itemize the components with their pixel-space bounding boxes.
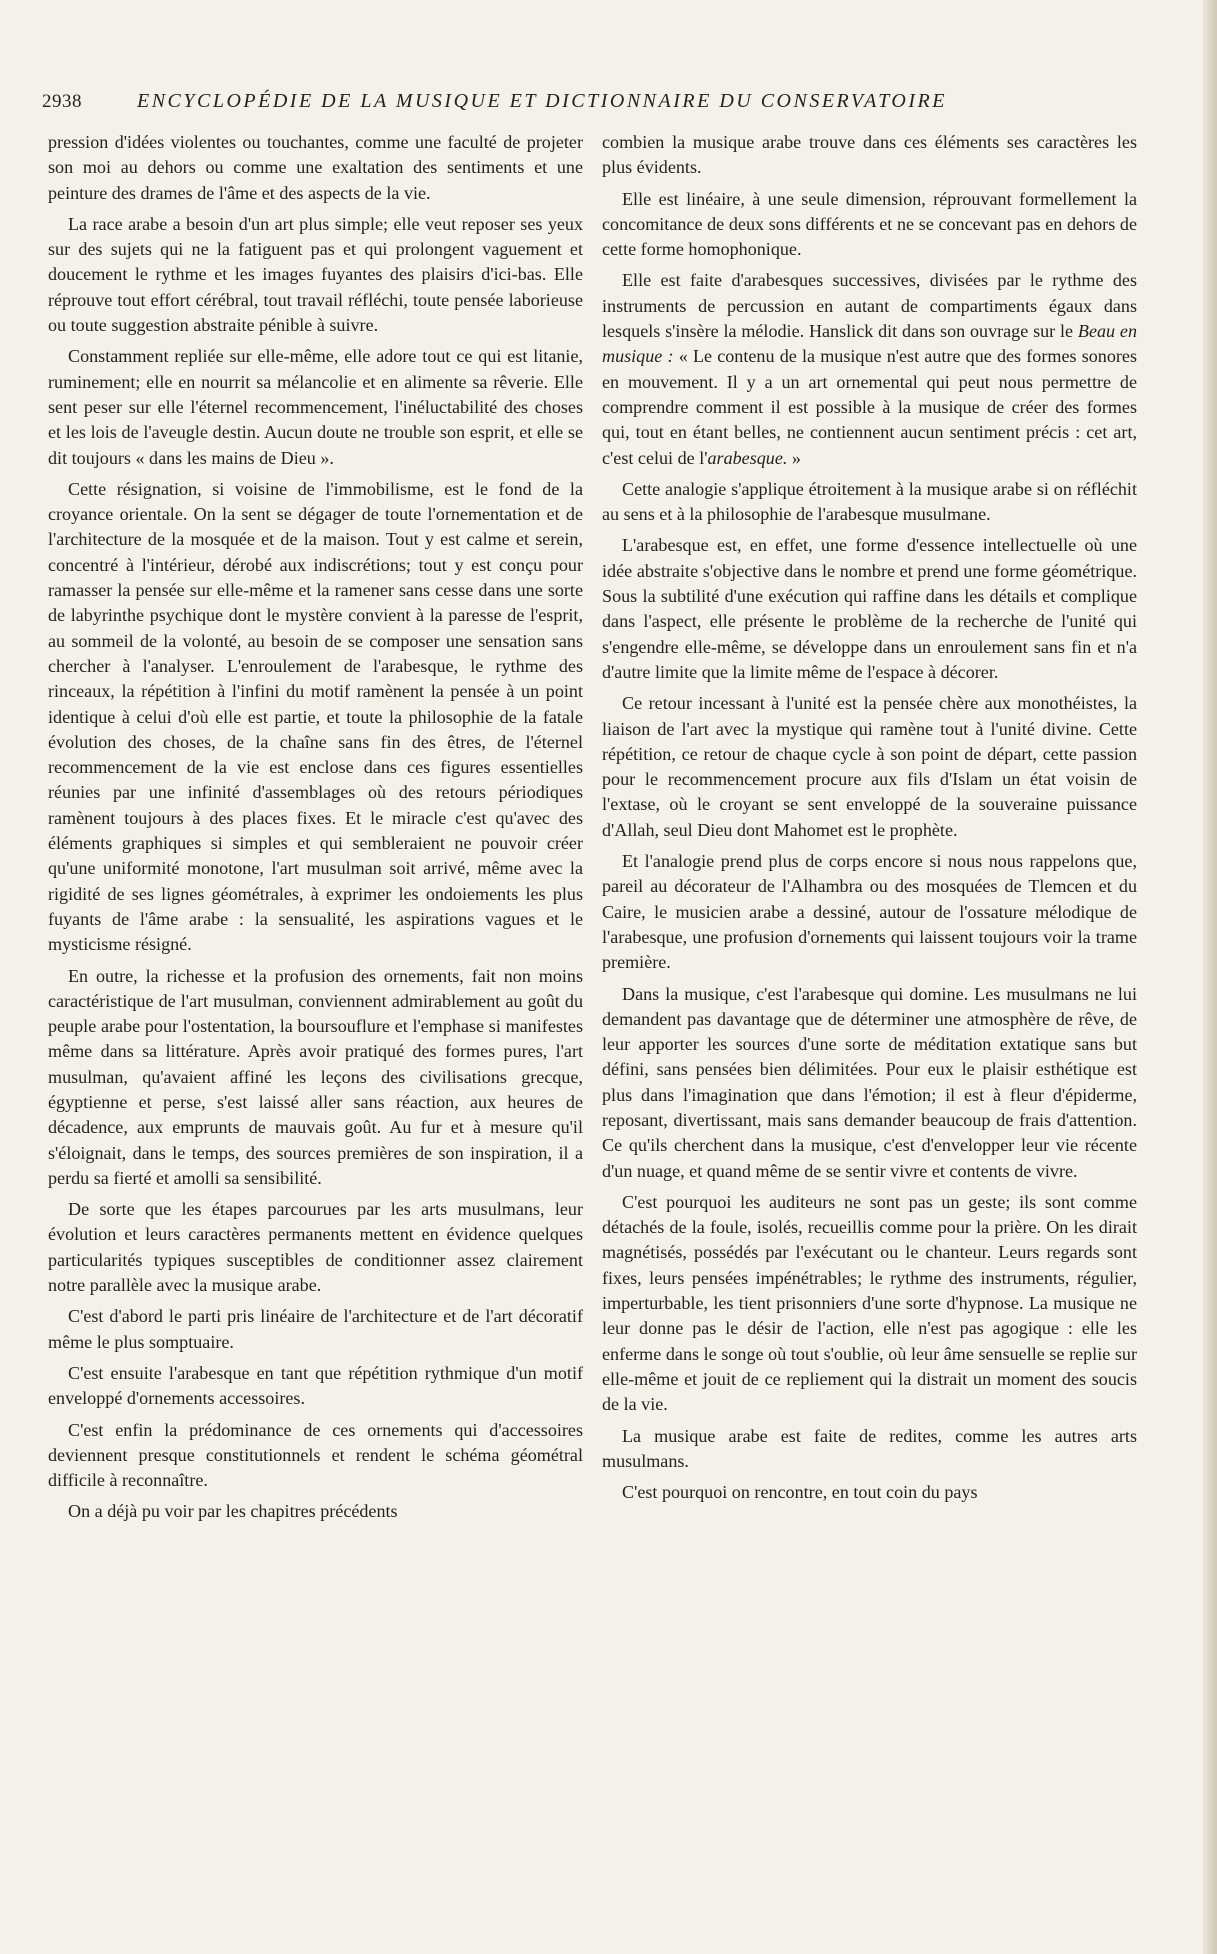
paragraph: Cette analogie s'applique étroitement à la musique arabe si on réfléchit au sens et à la philosophie de l'arabesque musulmane.: [602, 478, 1137, 525]
paragraph: C'est ensuite l'arabesque en tant que répétition rythmique d'un motif enveloppé d'ornements accessoires.: [48, 1362, 583, 1409]
paragraph: C'est d'abord le parti pris linéaire de l'architecture et de l'art décoratif même le plus somptuaire.: [48, 1306, 583, 1352]
italic-term: arabesque.: [707, 447, 788, 468]
page-edge: [1203, 0, 1217, 1954]
running-title: ENCYCLOPÉDIE DE LA MUSIQUE ET DICTIONNAIRE DU CONSERVATOIRE: [137, 90, 947, 112]
paragraph: L'arabesque est, en effet, une forme d'essence intellectuelle où une idée abstraite s'objective dans le nombre et prend une forme géométrique. Sous la subtilité d'une exécution qui raffine dans les détails et complique dans l'aspect, elle présente le problème de la recherche de l'unité qui s'engendre elle-même, se développe dans un enroulement sans fin et n'a d'autre limite que la limite même de l'espace à décorer.: [602, 535, 1137, 682]
paragraph: En outre, la richesse et la profusion des ornements, fait non moins caractéristique de l'art musulman, conviennent admirablement au goût du peuple arabe pour l'ostentation, la boursouflure et l'emphase si manifestes même dans sa littérature. Après avoir pratiqué des formes pures, l'art musulman, qu'avaient affiné les leçons des civilisations grecque, égyptienne et perse, s'est laissé aller sans réaction, aux heures de décadence, aux emprunts de mauvais goût. Au fur et à mesure qu'il s'éloignait, dans le temps, des sources premières de son inspiration, il a perdu sa fierté et amolli sa sensibilité.: [48, 965, 583, 1188]
paragraph: Cette résignation, si voisine de l'immobilisme, est le fond de la croyance orientale. On la sent se dégager de toute l'ornementation et de l'architecture de la mosquée et de la maison. Tout y est calme et serein, concentré à l'intérieur, dérobé aux indiscrétions; tout y est conçu pour ramasser la pensée sur elle-même et la ramener sans cesse dans une sorte de labyrinthe psychique dont le mystère convient à la paresse de l'esprit, au sommeil de la volonté, au besoin de se composer une sensation sans chercher à l'analyser. L'enroulement de l'arabesque, le rythme des rinceaux, la répétition à l'infini du motif ramènent la pensée à un point identique à celui d'où elle est partie, et toute la philosophie de la fatale évolution des choses, de la chaîne sans fin des êtres, de l'éternel recommencement de la vie est enclose dans ces figures essentielles réunies par une infinité d'assemblages où des retours périodiques ramènent toujours à des places fixes. Et le miracle c'est qu'avec des éléments graphiques si simples et qui sembleraient ne pouvoir créer qu'une uniformité monotone, l'art musulman soit arrivé, même avec la rigidité de ses lignes géométrales, à exprimer les ondoiements les plus fuyants de l'âme arabe : la sensualité, les aspirations vagues et le mysticisme résigné.: [48, 478, 583, 955]
paragraph: C'est pourquoi les auditeurs ne sont pas un geste; ils sont comme détachés de la foule, isolés, recueillis comme pour la prière. On les dirait magnétisés, possédés par l'exécutant ou le chanteur. Leurs regards sont fixes, leurs pensées impénétrables; le rythme des instruments, régulier, imperturbable, les tient prisonniers d'une sorte d'hypnose. La musique ne leur donne pas le désir de l'action, elle n'est pas agogique : elle les enferme dans le songe où tout s'oublie, où leur âme sensuelle se replie sur elle-même et jouit de ce repliement qui la distrait un moment des soucis de la vie.: [602, 1191, 1137, 1415]
paragraph: Dans la musique, c'est l'arabesque qui domine. Les musulmans ne lui demandent pas davantage que de déterminer une atmosphère de rêve, de leur apporter les sources d'une sorte de méditation extatique sans but défini, sans pensées bien délimitées. Pour eux le plaisir esthétique est plus dans l'imagination que dans l'émotion; il est à fleur d'épiderme, reposant, divertissant, mais sans demander beaucoup de frais d'attention. Ce qu'ils cherchent dans la musique, c'est d'envelopper leur vie récente d'un nuage, et quand même de se sentir vivre et contents de vivre.: [602, 983, 1137, 1181]
paragraph: Constamment repliée sur elle-même, elle adore tout ce qui est litanie, ruminement; elle en nourrit sa mélancolie et en alimente sa rêverie. Elle sent peser sur elle l'éternel recommencement, l'inéluctabilité des choses et les lois de l'aveugle destin. Aucun doute ne trouble son esprit, et elle se dit toujours « dans les mains de Dieu ».: [48, 346, 583, 468]
paragraph-hanslick-quote: [602, 268, 1137, 470]
paragraph: pression d'idées violentes ou touchantes, comme une faculté de projeter son moi au dehors ou comme une exaltation des sentiments et une peinture des drames de l'âme et des aspects de la vie.: [48, 132, 583, 203]
text-run: « Le contenu de la musique n'est autre que des formes sonores en mouvement. Il y a un art ornemental qui peut nous permettre de comprendre comment il est possible à la musique de créer des formes qui, tout en étant belles, ne contiennent aucun sentiment précis : cet art, c'est celui de l': [602, 346, 1137, 468]
paragraph: La race arabe a besoin d'un art plus simple; elle veut reposer ses yeux sur des sujets qui ne la fatiguent pas et qui prolongent vaguement et doucement le rythme et les images fuyantes des plaisirs d'ici-bas. Elle réprouve tout effort cérébral, tout travail réfléchi, toute pensée laborieuse ou toute suggestion abstraite pénible à suivre.: [48, 213, 583, 336]
left-column: [48, 130, 583, 1531]
paragraph: C'est pourquoi on rencontre, en tout coin du pays: [622, 1482, 978, 1503]
paragraph: C'est enfin la prédominance de ces ornements qui d'accessoires deviennent presque constitutionnels et rendent le schéma géométral difficile à reconnaître.: [48, 1419, 583, 1491]
running-header: [42, 90, 1152, 124]
paragraph: Ce retour incessant à l'unité est la pensée chère aux monothéistes, la liaison de l'art avec la mystique qui ramène tout à l'unité divine. Cette répétition, ce retour de chaque cycle à son point de départ, cette passion pour le recommencement procure aux fils d'Islam un état voisin de l'extase, où le croyant se sent enveloppé de la souveraine puissance d'Allah, seul Dieu dont Mahomet est le prophète.: [602, 693, 1137, 840]
paragraph: De sorte que les étapes parcourues par les arts musulmans, leur évolution et leurs caractères permanents mettent en évidence quelques particularités typiques susceptibles de conditionner assez clairement notre parallèle avec la musique arabe.: [48, 1199, 583, 1296]
paragraph: Et l'analogie prend plus de corps encore si nous nous rappelons que, pareil au décorateur de l'Alhambra ou des mosquées de Tlemcen et du Caire, le musicien arabe a dessiné, autour de l'ossature mélodique de l'arabesque, une profusion d'ornements qui laissent toujours voir la trame première.: [602, 851, 1137, 973]
text-run: Elle est faite d'arabesques successives, divisées par le rythme des instruments de percussion en autant de compartiments égaux dans lesquels s'insère la mélodie. Hanslick dit dans son ouvrage sur le: [602, 270, 1137, 342]
paragraph: combien la musique arabe trouve dans ces éléments ses caractères les plus évidents.: [602, 132, 1137, 178]
paragraph: La musique arabe est faite de redites, comme les autres arts musulmans.: [602, 1425, 1137, 1471]
page-number: 2938: [42, 91, 82, 112]
right-column: [602, 130, 1137, 1511]
paragraph: On a déjà pu voir par les chapitres précédents: [68, 1501, 398, 1522]
book-title: Beau en musique :: [602, 321, 1138, 367]
paragraph: Elle est linéaire, à une seule dimension, réprouvant formellement la concomitance de deux sons différents et ne se concevant pas en dehors de cette forme homophonique.: [602, 188, 1137, 260]
text-run: »: [787, 447, 801, 468]
